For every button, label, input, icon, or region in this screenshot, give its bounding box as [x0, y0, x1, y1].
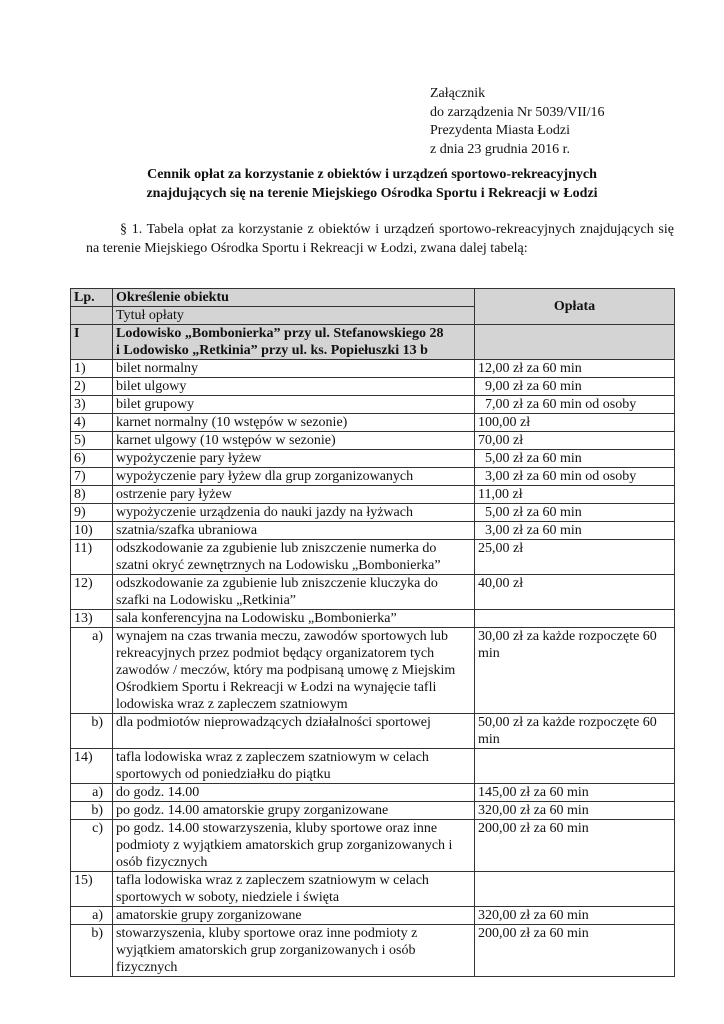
row-lp: 1): [71, 360, 113, 378]
row-description: sala konferencyjna na Lodowisku „Bombonierka”: [113, 610, 475, 628]
attachment-line: Prezydenta Miasta Łodzi: [430, 123, 570, 138]
row-price: 5,00 zł za 60 min: [475, 450, 675, 468]
row-lp: b): [71, 925, 113, 977]
row-lp: b): [71, 802, 113, 820]
row-description: karnet ulgowy (10 wstępów w sezonie): [113, 432, 475, 450]
row-description: tafla lodowiska wraz z zapleczem szatniowym w celach sportowych w soboty, niedziele i święta: [113, 872, 475, 907]
table-row: [71, 414, 675, 432]
row-description: ostrzenie pary łyżew: [113, 486, 475, 504]
row-description: bilet normalny: [113, 360, 475, 378]
row-description: stowarzyszenia, kluby sportowe oraz inne podmioty z wyjątkiem amatorskich grup zorganizowanych i osób fizycznych: [113, 925, 475, 977]
row-price: 100,00 zł: [475, 414, 675, 432]
row-description: wypożyczenie pary łyżew: [113, 450, 475, 468]
row-description: wypożyczenie urządzenia do nauki jazdy na łyżwach: [113, 504, 475, 522]
row-description: amatorskie grupy zorganizowane: [113, 907, 475, 925]
section-empty-cell: [475, 325, 675, 360]
intro-paragraph: § 1. Tabela opłat za korzystanie z obiektów i urządzeń sportowo-rekreacyjnych znajdujących się na terenie Miejskiego Ośrodka Sportu i Rekreacji w Łodzi, zwana dalej tabelą:: [86, 222, 674, 256]
row-lp: 15): [71, 872, 113, 907]
row-description: bilet ulgowy: [113, 378, 475, 396]
row-description: odszkodowanie za zgubienie lub zniszczenie kluczyka do szafki na Lodowisku „Retkinia”: [113, 575, 475, 610]
table-row: [71, 468, 675, 486]
row-price: 30,00 zł za każde rozpoczęte 60 min: [475, 628, 675, 714]
row-lp: 9): [71, 504, 113, 522]
table-row: [71, 925, 675, 977]
row-lp: 10): [71, 522, 113, 540]
row-price: 320,00 zł za 60 min: [475, 907, 675, 925]
row-price: 11,00 zł: [475, 486, 675, 504]
table-row: [71, 540, 675, 575]
row-description: dla podmiotów nieprowadzących działalności sportowej: [113, 714, 475, 749]
row-description: do godz. 14.00: [113, 784, 475, 802]
row-lp: b): [71, 714, 113, 749]
row-lp: 3): [71, 396, 113, 414]
row-price: 25,00 zł: [475, 540, 675, 575]
section-lp: I: [71, 325, 113, 360]
header-fee: Opłata: [475, 289, 675, 325]
table-row: [71, 784, 675, 802]
header-fee-title: Tytuł opłaty: [113, 307, 475, 325]
row-description: odszkodowanie za zgubienie lub zniszczenie numerka do szatni okryć zewnętrznych na Lodowisku „Bombonierka”: [113, 540, 475, 575]
header-lp: Lp.: [71, 289, 113, 307]
table-row: [71, 820, 675, 872]
row-lp: 11): [71, 540, 113, 575]
row-lp: 12): [71, 575, 113, 610]
row-price: 9,00 zł za 60 min: [475, 378, 675, 396]
table-row: [71, 575, 675, 610]
row-price: 145,00 zł za 60 min: [475, 784, 675, 802]
section-row: [71, 325, 675, 360]
table-row: [71, 714, 675, 749]
row-price: 50,00 zł za każde rozpoczęte 60 min: [475, 714, 675, 749]
row-lp: 6): [71, 450, 113, 468]
header-empty-cell: [71, 307, 113, 325]
attachment-header: [430, 85, 605, 159]
table-row: [71, 907, 675, 925]
row-description: tafla lodowiska wraz z zapleczem szatniowym w celach sportowych od poniedziałku do piątku: [113, 749, 475, 784]
row-lp: 2): [71, 378, 113, 396]
attachment-line: Załącznik: [430, 86, 486, 101]
row-price: 70,00 zł: [475, 432, 675, 450]
title-line: Cennik opłat za korzystanie z obiektów i urządzeń sportowo-rekreacyjnych: [147, 167, 597, 182]
row-lp: 14): [71, 749, 113, 784]
table-row: [71, 450, 675, 468]
title-line: znajdujących się na terenie Miejskiego Ośrodka Sportu i Rekreacji w Łodzi: [146, 185, 598, 201]
row-price: [475, 872, 675, 907]
table-row: [71, 486, 675, 504]
document-title: [70, 166, 674, 203]
table-row: [71, 522, 675, 540]
row-lp: 4): [71, 414, 113, 432]
row-price: 7,00 zł za 60 min od osoby: [475, 396, 675, 414]
attachment-line: z dnia 23 grudnia 2016 r.: [430, 141, 570, 157]
row-price: 3,00 zł za 60 min: [475, 522, 675, 540]
row-lp: a): [71, 784, 113, 802]
row-price: 12,00 zł za 60 min: [475, 360, 675, 378]
header-object: Określenie obiektu: [113, 289, 475, 307]
table-row: [71, 872, 675, 907]
row-price: 200,00 zł za 60 min: [475, 925, 675, 977]
row-price: 5,00 zł za 60 min: [475, 504, 675, 522]
row-lp: a): [71, 628, 113, 714]
table-row: [71, 802, 675, 820]
row-description: po godz. 14.00 amatorskie grupy zorganizowane: [113, 802, 475, 820]
fee-table: [70, 288, 675, 977]
row-description: wypożyczenie pary łyżew dla grup zorganizowanych: [113, 468, 475, 486]
table-row: [71, 504, 675, 522]
table-row: [71, 610, 675, 628]
row-lp: a): [71, 907, 113, 925]
table-row: [71, 749, 675, 784]
row-description: karnet normalny (10 wstępów w sezonie): [113, 414, 475, 432]
row-price: 200,00 zł za 60 min: [475, 820, 675, 872]
row-description: szatnia/szafka ubraniowa: [113, 522, 475, 540]
row-lp: c): [71, 820, 113, 872]
table-row: [71, 396, 675, 414]
row-price: [475, 749, 675, 784]
row-price: [475, 610, 675, 628]
row-lp: 7): [71, 468, 113, 486]
row-description: po godz. 14.00 stowarzyszenia, kluby sportowe oraz inne podmioty z wyjątkiem amatorskich grup zorganizowanych i osób fizycznych: [113, 820, 475, 872]
row-description: bilet grupowy: [113, 396, 475, 414]
table-row: [71, 628, 675, 714]
section-title-line: i Lodowisko „Retkinia” przy ul. ks. Popiełuszki 13 b: [116, 343, 428, 358]
table-header-row: [71, 289, 675, 307]
table-row: [71, 378, 675, 396]
row-lp: 13): [71, 610, 113, 628]
row-price: 40,00 zł: [475, 575, 675, 610]
row-lp: 5): [71, 432, 113, 450]
table-row: [71, 360, 675, 378]
section-title: [113, 325, 475, 360]
section-title-line: Lodowisko „Bombonierka” przy ul. Stefanowskiego 28: [116, 326, 444, 341]
row-description: wynajem na czas trwania meczu, zawodów sportowych lub rekreacyjnych przez podmiot będący organizatorem tych zawodów / meczów, który ma podpisaną umowę z Miejskim Ośrodkiem Sportu i Rekreacji w Łodzi na wynajęcie tafli lodowiska wraz z zapleczem szatniowym: [113, 628, 475, 714]
row-price: 320,00 zł za 60 min: [475, 802, 675, 820]
attachment-line: do zarządzenia Nr 5039/VII/16: [430, 104, 605, 120]
table-row: [71, 432, 675, 450]
row-lp: 8): [71, 486, 113, 504]
row-price: 3,00 zł za 60 min od osoby: [475, 468, 675, 486]
